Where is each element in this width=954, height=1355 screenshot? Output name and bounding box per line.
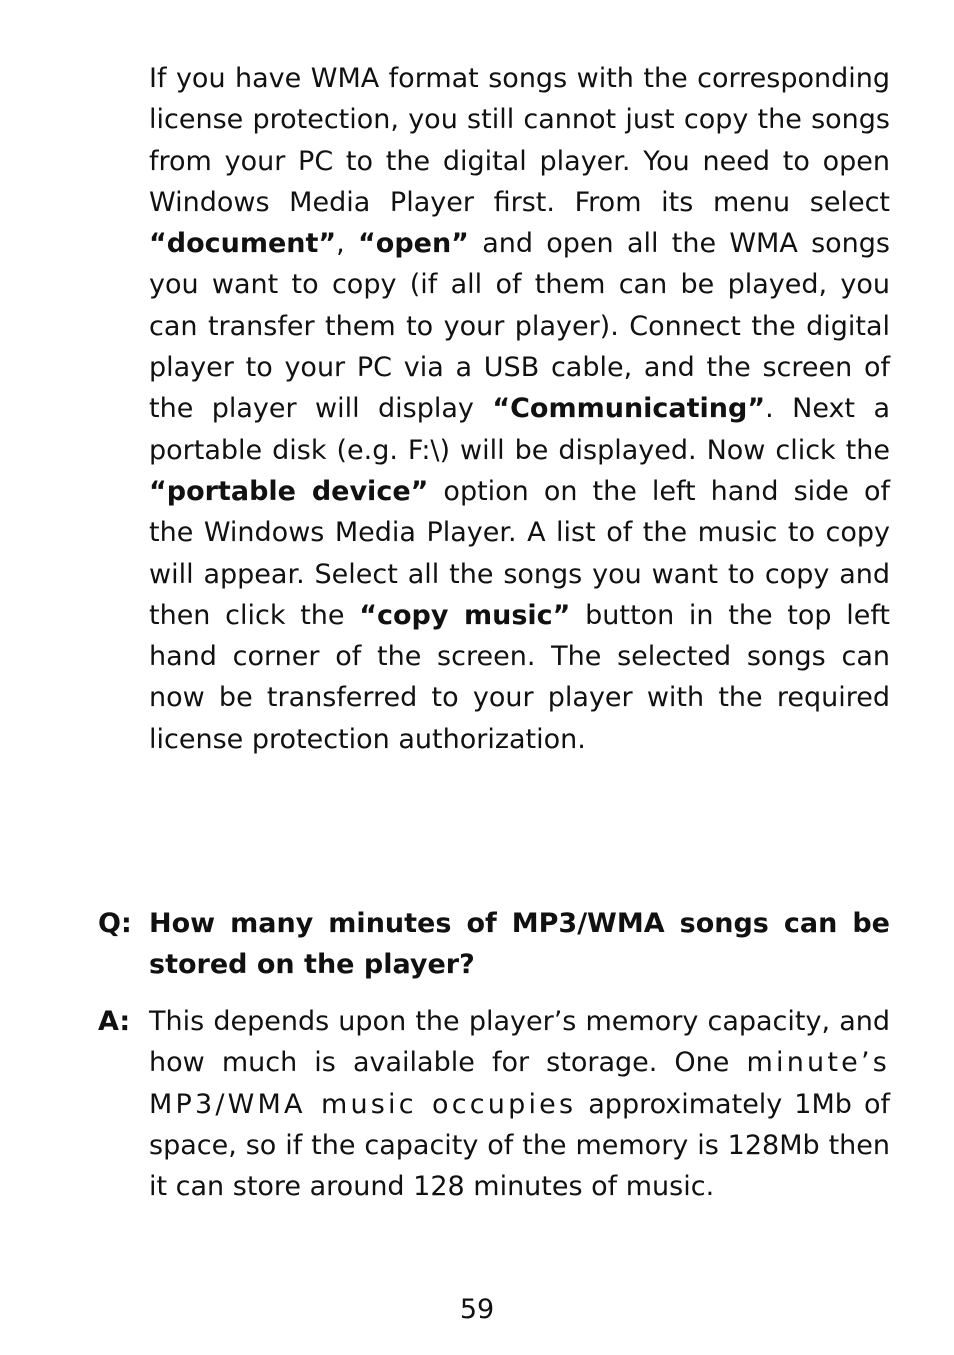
intro-text-2: , (336, 228, 359, 260)
menu-term-open: “open” (358, 228, 469, 260)
option-term-portable-device: “portable device” (149, 475, 429, 507)
answer-text-spaced: minute’s MP3/WMA music occupies (149, 1047, 890, 1120)
answer-text-2: approximately 1Mb of space, so if the capacity of the memory is 128Mb then it can store around 128 minutes of music. (149, 1088, 890, 1203)
answer-label: A: (98, 1006, 131, 1037)
page-number: 59 (459, 1294, 495, 1325)
intro-text-1: If you have WMA format songs with the corresponding license protection, you still cannot just copy the songs from your PC to the digital player. You need to open Windows Media Player first. From its menu select (149, 63, 890, 218)
question-text: How many minutes of MP3/WMA songs can be stored on the player? (149, 908, 890, 981)
answer-text (149, 1001, 890, 1207)
question-label: Q: (98, 908, 132, 939)
intro-text-4: . Next a portable disk (e.g. F:\) will be displayed. Now click the (149, 393, 890, 466)
intro-text-5: option on the left hand side of the Windows Media Player. A list of the music to copy will appear. Select all the songs you want to copy and then click the (149, 475, 890, 631)
intro-paragraph (149, 58, 890, 760)
intro-text-6: button in the top left hand corner of the screen. The selected songs can now be transferred to your player with the required license protection authorization. (149, 599, 890, 755)
answer-text-1: This depends upon the player’s memory capacity, and how much is available for storage. One (149, 1006, 890, 1079)
intro-text-3: and open all the WMA songs you want to copy (if all of them can be played, you can transfer them to your player). Connect the digital player to your PC via a USB cable, and the screen of the player will display (149, 228, 890, 425)
menu-term-document: “document” (149, 228, 337, 260)
display-term-communicating: “Communicating” (492, 393, 766, 425)
button-term-copy-music: “copy music” (359, 599, 571, 631)
